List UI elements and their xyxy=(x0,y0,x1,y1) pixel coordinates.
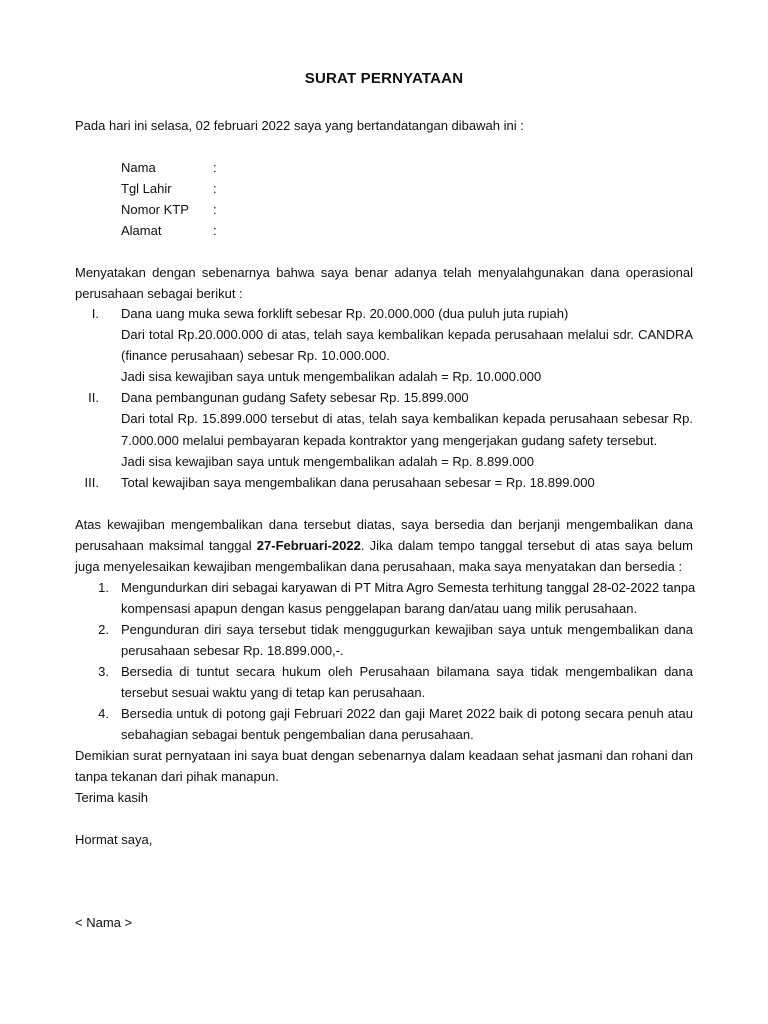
field-label-nama: Nama xyxy=(121,160,156,175)
roman-item-line: Total kewajiban saya mengembalikan dana perusahaan sebesar = Rp. 18.899.000 xyxy=(121,475,595,490)
field-colon: : xyxy=(213,202,217,217)
list-item-line: perusahaan sebesar Rp. 18.899.000,-. xyxy=(121,643,344,658)
commitment-line: Atas kewajiban mengembalikan dana tersebut diatas, saya bersedia dan berjanji mengembalikan dana xyxy=(75,517,693,532)
list-item-line: Mengundurkan diri sebagai karyawan di PT Mitra Agro Semesta terhitung tanggal 28-02-2022 tanpa xyxy=(121,580,696,595)
commitment-line xyxy=(75,538,693,554)
field-colon: : xyxy=(213,160,217,175)
list-item-line: kompensasi apapun dengan kasus penggelapan barang dan/atau uang milik perusahaan. xyxy=(121,601,638,616)
list-item-line: tersebut sesuai waktu yang di tetap kan perusahaan. xyxy=(121,685,426,700)
roman-item-line: Dana pembangunan gudang Safety sebesar Rp. 15.899.000 xyxy=(121,390,469,405)
roman-numeral: I. xyxy=(91,306,99,321)
closing-line: Demikian surat pernyataan ini saya buat dengan sebenarnya dalam keadaan sehat jasmani dan rohani dan xyxy=(75,748,693,763)
regards-text: Hormat saya, xyxy=(75,832,153,847)
document-title: SURAT PERNYATAAN xyxy=(304,70,464,87)
intro-text: Pada hari ini selasa, 02 februari 2022 saya yang bertandatangan dibawah ini : xyxy=(75,118,524,133)
roman-item-line: Jadi sisa kewajiban saya untuk mengembalikan adalah = Rp. 8.899.000 xyxy=(121,454,535,469)
statement-line: Menyatakan dengan sebenarnya bahwa saya benar adanya telah menyalahgunakan dana operasional xyxy=(75,265,693,280)
list-item-line: Bersedia untuk di potong gaji Februari 2022 dan gaji Maret 2022 baik di potong secara penuh atau xyxy=(121,706,693,721)
roman-item-line: 7.000.000 melalui pembayaran kepada kontraktor yang mengerjakan gudang safety tersebut. xyxy=(121,433,658,448)
commitment-text: . Jika dalam tempo tanggal tersebut di atas saya belum xyxy=(360,538,693,553)
list-number: 2. xyxy=(98,622,109,637)
field-label-nomor-ktp: Nomor KTP xyxy=(121,202,189,217)
list-number: 3. xyxy=(98,664,109,679)
list-item-line: Pengunduran diri saya tersebut tidak menggugurkan kewajiban saya untuk mengembalikan dana xyxy=(121,622,693,637)
roman-item-line: Dari total Rp.20.000.000 di atas, telah saya kembalikan kepada perusahaan melalui sdr. CANDRA xyxy=(121,327,693,342)
thanks-text: Terima kasih xyxy=(75,790,148,805)
roman-numeral: II. xyxy=(88,390,99,405)
statement-line: perusahaan sebagai berikut : xyxy=(75,286,243,301)
closing-line: tanpa tekanan dari pihak manapun. xyxy=(75,769,279,784)
field-label-tgl-lahir: Tgl Lahir xyxy=(121,181,172,196)
commitment-line: juga menyelesaikan kewajiban mengembalikan dana perusahaan, maka saya menyatakan dan bersedia : xyxy=(75,559,683,574)
list-number: 4. xyxy=(98,706,109,721)
roman-numeral: III. xyxy=(84,475,99,490)
roman-item-line: Dari total Rp. 15.899.000 tersebut di atas, telah saya kembalikan kepada perusahaan sebesar Rp. xyxy=(121,411,693,426)
signature-name: < Nama > xyxy=(75,915,133,930)
roman-item-line: Dana uang muka sewa forklift sebesar Rp. 20.000.000 (dua puluh juta rupiah) xyxy=(121,306,569,321)
roman-item-line: Jadi sisa kewajiban saya untuk mengembalikan adalah = Rp. 10.000.000 xyxy=(121,369,542,384)
field-colon: : xyxy=(213,181,217,196)
list-item-line: sebahagian sebagai bentuk pengembalian dana perusahaan. xyxy=(121,727,474,742)
commitment-text: perusahaan maksimal tanggal xyxy=(75,538,257,553)
list-number: 1. xyxy=(98,580,109,595)
deadline-date: 27-Februari-2022 xyxy=(256,538,361,553)
roman-item-line: (finance perusahaan) sebesar Rp. 10.000.000. xyxy=(121,348,390,363)
field-colon: : xyxy=(213,223,217,238)
field-label-alamat: Alamat xyxy=(121,223,162,238)
list-item-line: Bersedia di tuntut secara hukum oleh Perusahaan bilamana saya tidak mengembalikan dana xyxy=(121,664,693,679)
